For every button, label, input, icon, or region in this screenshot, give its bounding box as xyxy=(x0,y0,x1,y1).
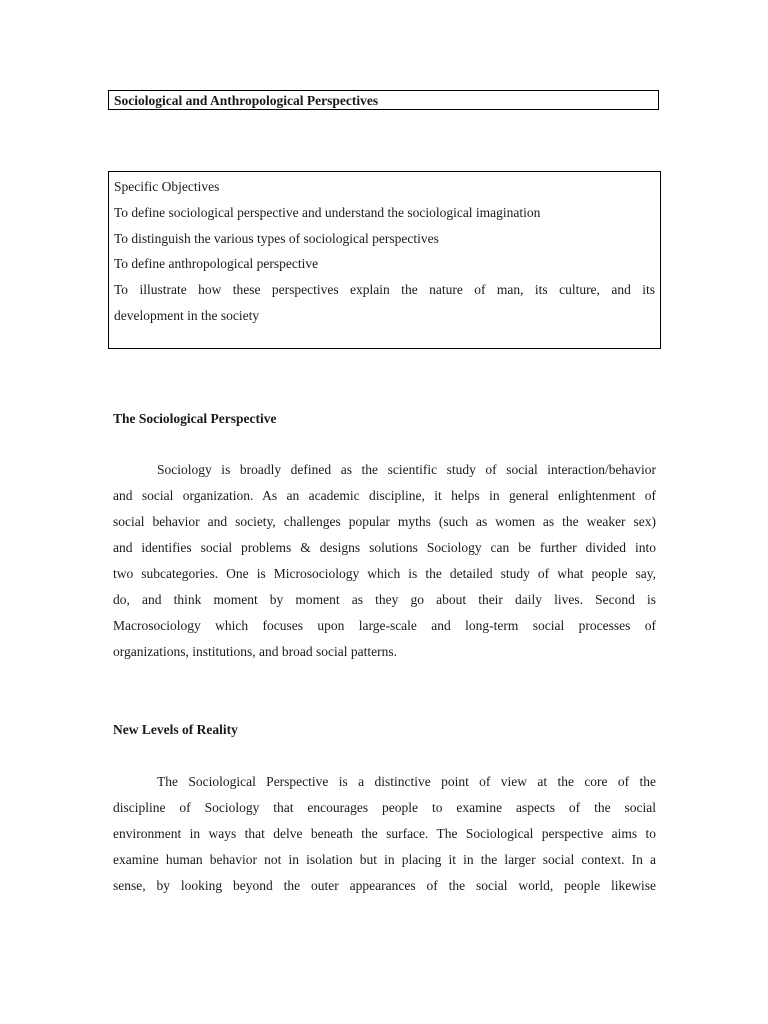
paragraph-line: do, and think moment by moment as they go about their daily lives. Second is xyxy=(113,592,656,607)
objective-item: development in the society xyxy=(114,307,260,323)
paragraph-line: examine human behavior not in isolation but in placing it in the larger social context. In a xyxy=(113,852,656,867)
paragraph-line: and identifies social problems & designs solutions Sociology can be further divided into xyxy=(113,540,656,555)
paragraph-line: Sociology is broadly defined as the scientific study of social interaction/behavior xyxy=(157,462,656,477)
section-heading-new-levels-of-reality: New Levels of Reality xyxy=(113,722,238,737)
paragraph-line: Macrosociology which focuses upon large-scale and long-term social processes of xyxy=(113,618,656,633)
document-title: Sociological and Anthropological Perspectives xyxy=(108,90,659,110)
section-heading-sociological-perspective: The Sociological Perspective xyxy=(113,411,277,426)
paragraph-line: environment in ways that delve beneath the surface. The Sociological perspective aims to xyxy=(113,826,656,841)
paragraph-new-levels-of-reality xyxy=(113,769,656,899)
paragraph-sociological-perspective xyxy=(113,457,656,665)
paragraph-line: social behavior and society, challenges popular myths (such as women as the weaker sex) xyxy=(113,514,656,529)
objective-item: To illustrate how these perspectives explain the nature of man, its culture, and its xyxy=(114,282,655,298)
paragraph-line: two subcategories. One is Microsociology which is the detailed study of what people say, xyxy=(113,566,656,581)
paragraph-line: organizations, institutions, and broad social patterns. xyxy=(113,644,397,659)
objective-item: To distinguish the various types of sociological perspectives xyxy=(114,230,439,246)
objective-item: To define anthropological perspective xyxy=(114,256,319,272)
objectives-box xyxy=(108,171,661,349)
objectives-heading: Specific Objectives xyxy=(114,179,220,194)
objective-item: To define sociological perspective and understand the sociological imagination xyxy=(114,204,541,220)
paragraph-line: discipline of Sociology that encourages people to examine aspects of the social xyxy=(113,800,656,815)
paragraph-line: sense, by looking beyond the outer appearances of the social world, people likewise xyxy=(113,878,656,893)
paragraph-line: The Sociological Perspective is a distinctive point of view at the core of the xyxy=(157,774,656,789)
paragraph-line: and social organization. As an academic discipline, it helps in general enlightenment of xyxy=(113,488,656,503)
